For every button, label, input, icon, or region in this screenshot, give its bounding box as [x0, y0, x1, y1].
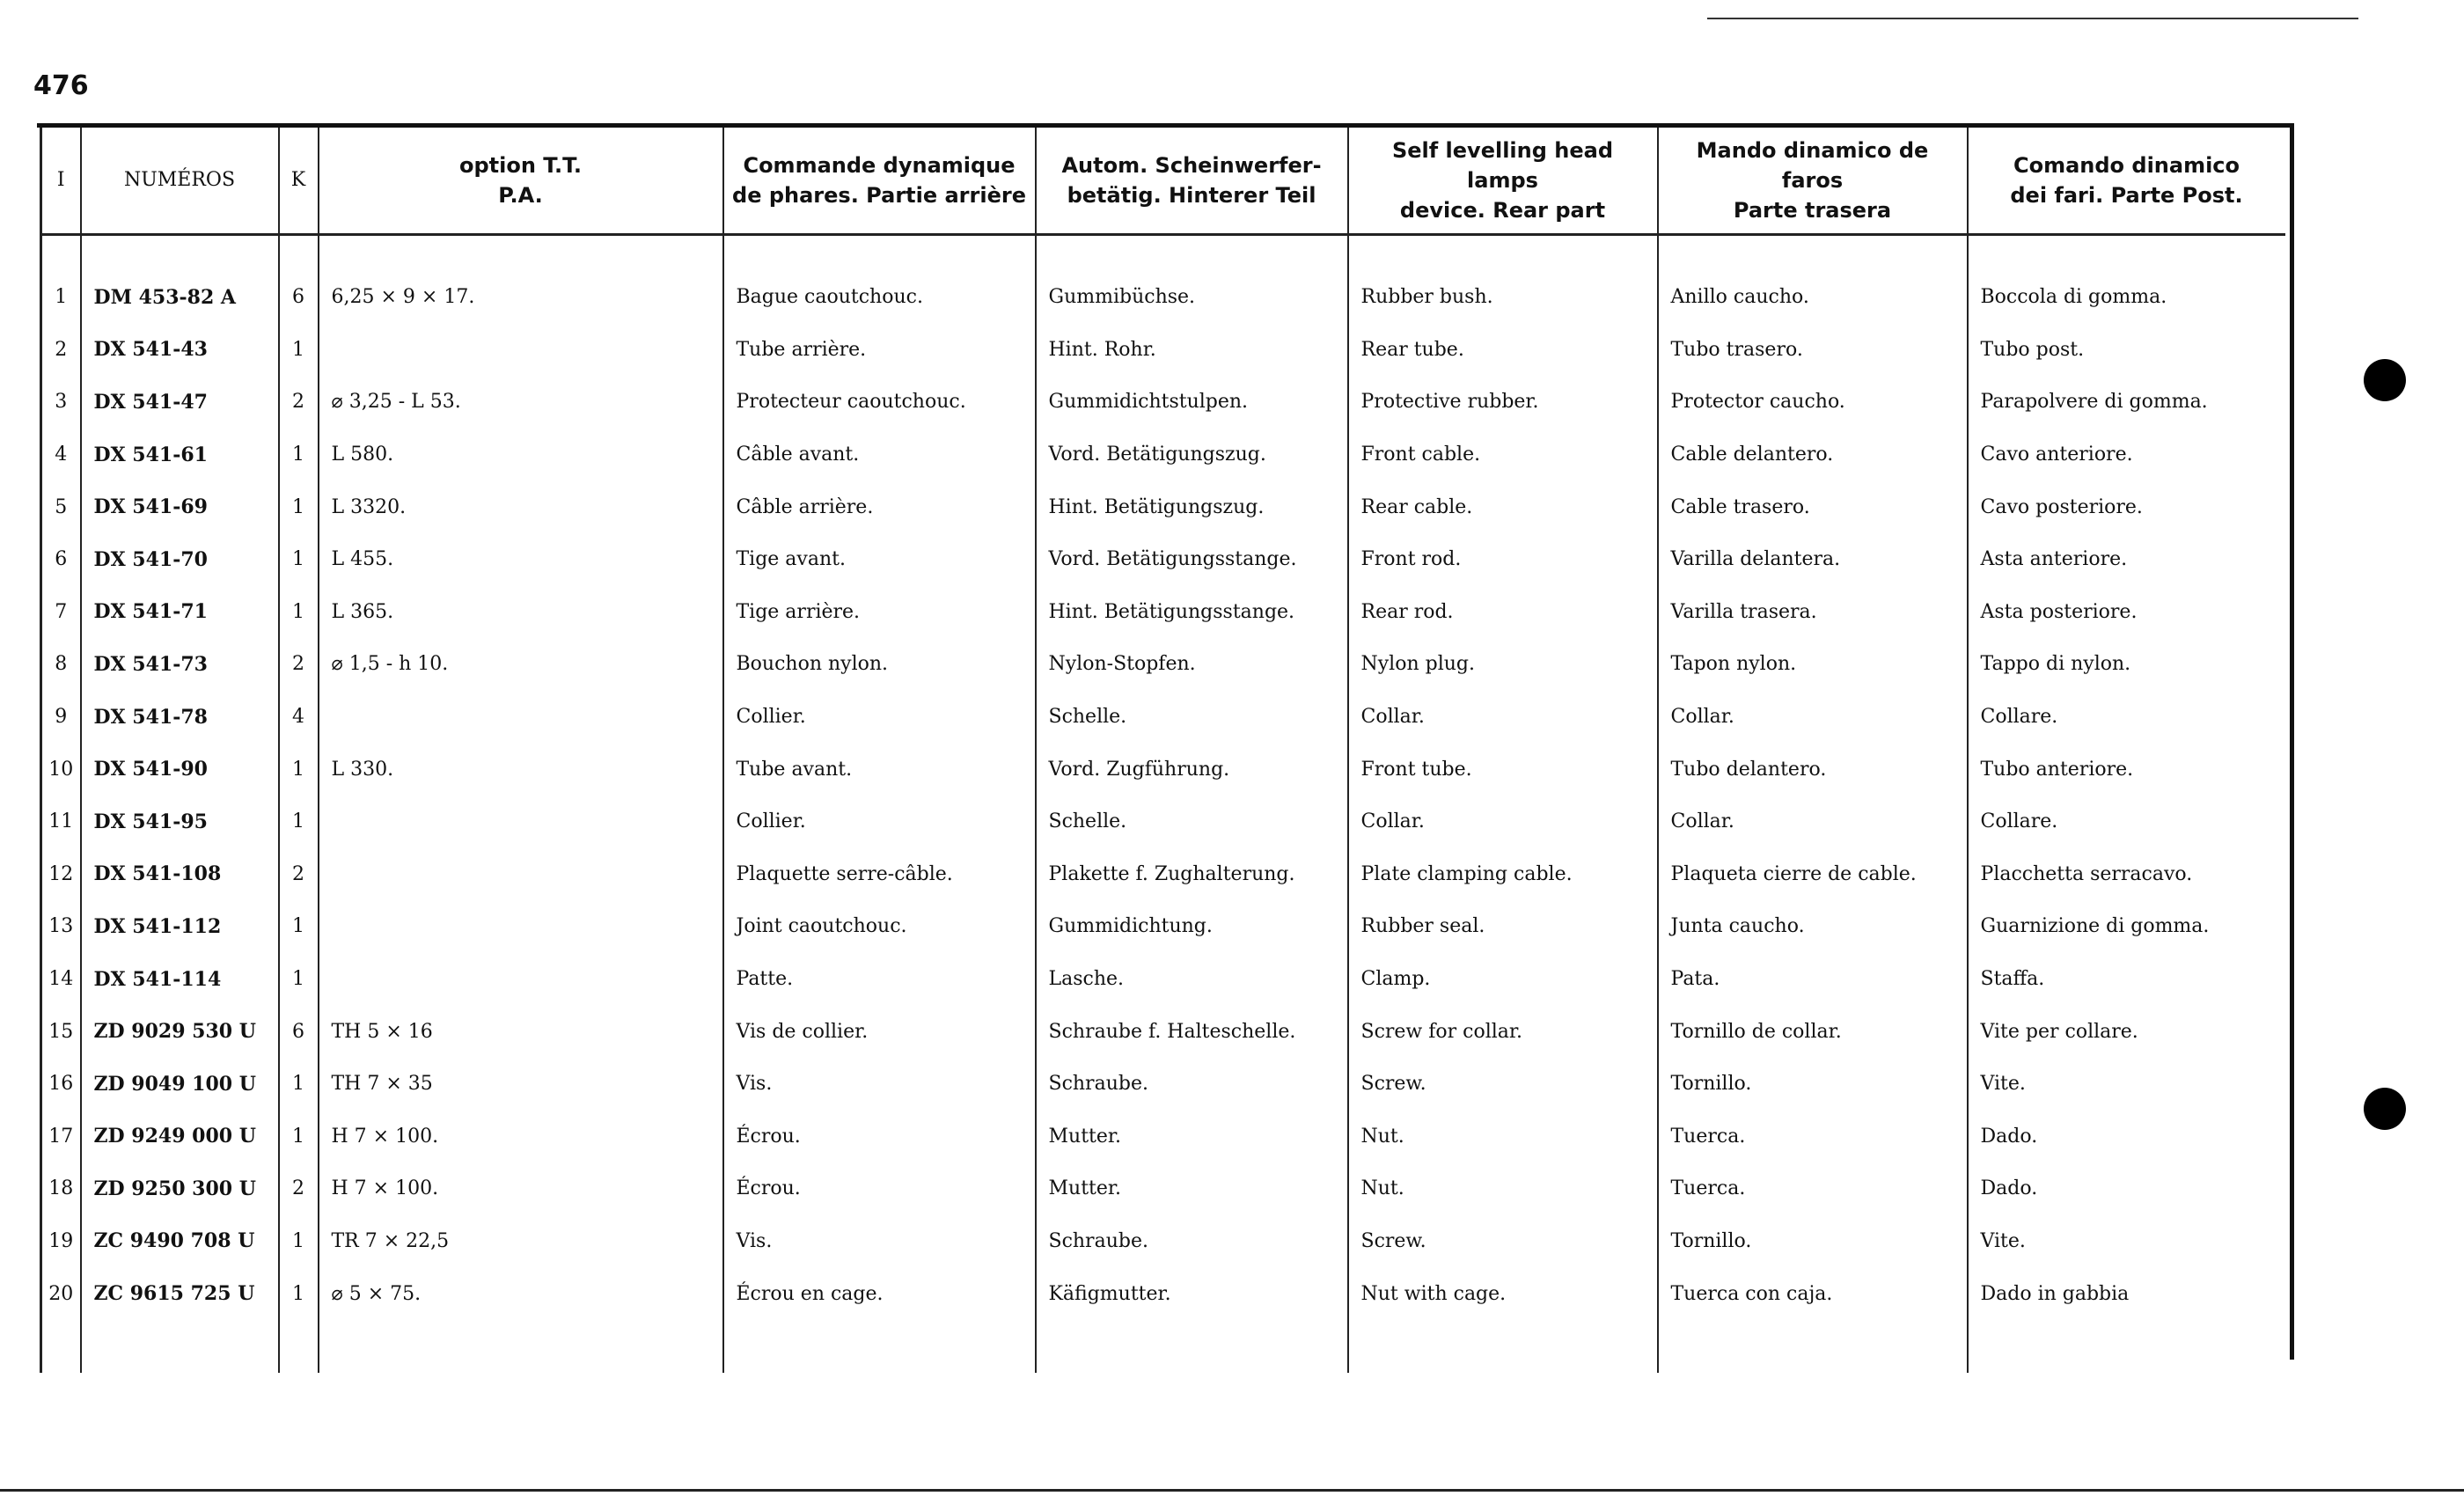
- english-description: Screw.: [1348, 1215, 1658, 1268]
- part-number: DX 541-70: [81, 533, 279, 586]
- part-number: DX 541-114: [81, 953, 279, 1006]
- part-number: DX 541-95: [81, 796, 279, 848]
- english-description: Plate clamping cable.: [1348, 848, 1658, 901]
- row-index: 18: [41, 1162, 81, 1215]
- french-description: Collier.: [723, 691, 1036, 744]
- german-description: Hint. Betätigungsstange.: [1036, 586, 1348, 639]
- quantity: 2: [279, 848, 319, 901]
- table-row: [41, 429, 2285, 481]
- french-description: Écrou.: [723, 1162, 1036, 1215]
- spanish-description: Protector caucho.: [1658, 376, 1968, 429]
- part-number: ZD 9250 300 U: [81, 1162, 279, 1215]
- spanish-description: Cable delantero.: [1658, 429, 1968, 481]
- spacer-row: [41, 235, 2285, 272]
- english-description: Rear cable.: [1348, 480, 1658, 533]
- quantity: 4: [279, 691, 319, 744]
- part-number: ZD 9029 530 U: [81, 1005, 279, 1058]
- spanish-description: Tuerca.: [1658, 1162, 1968, 1215]
- french-description: Câble avant.: [723, 429, 1036, 481]
- table-row: [41, 324, 2285, 377]
- italian-description: Tubo anteriore.: [1968, 743, 2285, 796]
- option-dimension: L 580.: [319, 429, 723, 481]
- english-description: Nut with cage.: [1348, 1267, 1658, 1320]
- row-index: 10: [41, 743, 81, 796]
- option-dimension: ⌀ 5 × 75.: [319, 1267, 723, 1320]
- table-row: [41, 533, 2285, 586]
- spanish-description: Collar.: [1658, 796, 1968, 848]
- german-description: Schraube f. Halteschelle.: [1036, 1005, 1348, 1058]
- german-description: Vord. Betätigungszug.: [1036, 429, 1348, 481]
- english-description: Rubber seal.: [1348, 900, 1658, 953]
- header-spanish-line1: Mando dinamico de faros: [1696, 138, 1929, 193]
- header-german: [1036, 128, 1348, 235]
- english-description: Nylon plug.: [1348, 638, 1658, 691]
- italian-description: Boccola di gomma.: [1968, 271, 2285, 324]
- table-row: [41, 1111, 2285, 1163]
- table-row: [41, 1215, 2285, 1268]
- header-french: [723, 128, 1036, 235]
- spanish-description: Pata.: [1658, 953, 1968, 1006]
- row-index: 11: [41, 796, 81, 848]
- french-description: Tige arrière.: [723, 586, 1036, 639]
- row-index: 12: [41, 848, 81, 901]
- french-description: Bague caoutchouc.: [723, 271, 1036, 324]
- spanish-description: Tornillo.: [1658, 1215, 1968, 1268]
- german-description: Schraube.: [1036, 1215, 1348, 1268]
- row-index: 13: [41, 900, 81, 953]
- german-description: Schraube.: [1036, 1058, 1348, 1111]
- italian-description: Vite.: [1968, 1058, 2285, 1111]
- french-description: Tube avant.: [723, 743, 1036, 796]
- italian-description: Staffa.: [1968, 953, 2285, 1006]
- row-index: 3: [41, 376, 81, 429]
- quantity: 2: [279, 638, 319, 691]
- option-dimension: [319, 324, 723, 377]
- quantity: 6: [279, 1005, 319, 1058]
- spanish-description: Anillo caucho.: [1658, 271, 1968, 324]
- italian-description: Tubo post.: [1968, 324, 2285, 377]
- table-row: [41, 376, 2285, 429]
- spanish-description: Tornillo de collar.: [1658, 1005, 1968, 1058]
- french-description: Tige avant.: [723, 533, 1036, 586]
- english-description: Screw for collar.: [1348, 1005, 1658, 1058]
- german-description: Käfigmutter.: [1036, 1267, 1348, 1320]
- italian-description: Collare.: [1968, 691, 2285, 744]
- header-spanish-line2: Parte trasera: [1733, 198, 1892, 223]
- spanish-description: Plaqueta cierre de cable.: [1658, 848, 1968, 901]
- quantity: 1: [279, 953, 319, 1006]
- table-row: [41, 638, 2285, 691]
- english-description: Clamp.: [1348, 953, 1658, 1006]
- part-number: DX 541-73: [81, 638, 279, 691]
- table-row: [41, 271, 2285, 324]
- option-dimension: ⌀ 1,5 - h 10.: [319, 638, 723, 691]
- table-row: [41, 691, 2285, 744]
- row-index: 6: [41, 533, 81, 586]
- table-row: [41, 848, 2285, 901]
- german-description: Schelle.: [1036, 796, 1348, 848]
- german-description: Vord. Betätigungsstange.: [1036, 533, 1348, 586]
- row-index: 8: [41, 638, 81, 691]
- header-french-line2: de phares. Partie arrière: [732, 183, 1026, 208]
- english-description: Protective rubber.: [1348, 376, 1658, 429]
- italian-description: Parapolvere di gomma.: [1968, 376, 2285, 429]
- quantity: 1: [279, 1215, 319, 1268]
- row-index: 19: [41, 1215, 81, 1268]
- quantity: 1: [279, 480, 319, 533]
- row-index: 4: [41, 429, 81, 481]
- german-description: Vord. Zugführung.: [1036, 743, 1348, 796]
- bottom-rule: [0, 1489, 2464, 1492]
- part-number: DX 541-78: [81, 691, 279, 744]
- row-index: 15: [41, 1005, 81, 1058]
- header-option: [319, 128, 723, 235]
- german-description: Mutter.: [1036, 1162, 1348, 1215]
- spanish-description: Varilla delantera.: [1658, 533, 1968, 586]
- header-french-line1: Commande dynamique: [743, 153, 1016, 178]
- german-description: Hint. Rohr.: [1036, 324, 1348, 377]
- table-row: [41, 1267, 2285, 1320]
- italian-description: Cavo anteriore.: [1968, 429, 2285, 481]
- option-dimension: L 330.: [319, 743, 723, 796]
- german-description: Schelle.: [1036, 691, 1348, 744]
- french-description: Vis de collier.: [723, 1005, 1036, 1058]
- option-dimension: ⌀ 3,25 - L 53.: [319, 376, 723, 429]
- option-dimension: TR 7 × 22,5: [319, 1215, 723, 1268]
- table-row: [41, 953, 2285, 1006]
- quantity: 1: [279, 533, 319, 586]
- italian-description: Asta anteriore.: [1968, 533, 2285, 586]
- option-dimension: 6,25 × 9 × 17.: [319, 271, 723, 324]
- spanish-description: Tubo delantero.: [1658, 743, 1968, 796]
- header-row: [41, 128, 2285, 235]
- header-english: [1348, 128, 1658, 235]
- part-number: DX 541-112: [81, 900, 279, 953]
- spanish-description: Collar.: [1658, 691, 1968, 744]
- table-row: [41, 1058, 2285, 1111]
- spanish-description: Tapon nylon.: [1658, 638, 1968, 691]
- french-description: Câble arrière.: [723, 480, 1036, 533]
- part-number: ZC 9490 708 U: [81, 1215, 279, 1268]
- spanish-description: Tuerca.: [1658, 1111, 1968, 1163]
- quantity: 1: [279, 1267, 319, 1320]
- option-dimension: [319, 900, 723, 953]
- option-dimension: [319, 691, 723, 744]
- header-italian-line2: dei fari. Parte Post.: [2010, 183, 2243, 208]
- english-description: Rubber bush.: [1348, 271, 1658, 324]
- row-index: 9: [41, 691, 81, 744]
- quantity: 6: [279, 271, 319, 324]
- table-row: [41, 586, 2285, 639]
- row-index: 14: [41, 953, 81, 1006]
- option-dimension: H 7 × 100.: [319, 1162, 723, 1215]
- quantity: 1: [279, 429, 319, 481]
- option-dimension: [319, 953, 723, 1006]
- option-dimension: H 7 × 100.: [319, 1111, 723, 1163]
- table-row: [41, 480, 2285, 533]
- header-k: K: [279, 128, 319, 235]
- page-number: 476: [33, 70, 89, 101]
- header-index: I: [41, 128, 81, 235]
- french-description: Écrou.: [723, 1111, 1036, 1163]
- italian-description: Vite.: [1968, 1215, 2285, 1268]
- italian-description: Dado.: [1968, 1111, 2285, 1163]
- parts-table: [40, 128, 2285, 1373]
- english-description: Rear tube.: [1348, 324, 1658, 377]
- italian-description: Placchetta serracavo.: [1968, 848, 2285, 901]
- italian-description: Dado.: [1968, 1162, 2285, 1215]
- table-row: [41, 743, 2285, 796]
- quantity: 2: [279, 376, 319, 429]
- german-description: Hint. Betätigungszug.: [1036, 480, 1348, 533]
- quantity: 1: [279, 1058, 319, 1111]
- spanish-description: Tubo trasero.: [1658, 324, 1968, 377]
- header-option-line1: option T.T.: [459, 153, 582, 178]
- german-description: Plakette f. Zughalterung.: [1036, 848, 1348, 901]
- option-dimension: L 365.: [319, 586, 723, 639]
- italian-description: Cavo posteriore.: [1968, 480, 2285, 533]
- english-description: Front rod.: [1348, 533, 1658, 586]
- top-rule: [1707, 18, 2358, 19]
- spanish-description: Cable trasero.: [1658, 480, 1968, 533]
- trailing-row: [41, 1320, 2285, 1373]
- french-description: Joint caoutchouc.: [723, 900, 1036, 953]
- binder-hole-top: [2364, 359, 2406, 401]
- italian-description: Dado in gabbia: [1968, 1267, 2285, 1320]
- header-english-line1: Self levelling head lamps: [1391, 138, 1614, 193]
- french-description: Patte.: [723, 953, 1036, 1006]
- option-dimension: [319, 796, 723, 848]
- part-number: ZD 9249 000 U: [81, 1111, 279, 1163]
- part-number: DX 541-108: [81, 848, 279, 901]
- header-numeros: NUMÉROS: [81, 128, 279, 235]
- quantity: 1: [279, 586, 319, 639]
- part-number: ZC 9615 725 U: [81, 1267, 279, 1320]
- french-description: Collier.: [723, 796, 1036, 848]
- english-description: Front tube.: [1348, 743, 1658, 796]
- french-description: Plaquette serre-câble.: [723, 848, 1036, 901]
- header-option-line2: P.A.: [498, 183, 543, 208]
- english-description: Nut.: [1348, 1162, 1658, 1215]
- option-dimension: L 455.: [319, 533, 723, 586]
- italian-description: Guarnizione di gomma.: [1968, 900, 2285, 953]
- italian-description: Vite per collare.: [1968, 1005, 2285, 1058]
- table-row: [41, 1162, 2285, 1215]
- header-german-line2: betätig. Hinterer Teil: [1067, 183, 1316, 208]
- french-description: Vis.: [723, 1058, 1036, 1111]
- row-index: 16: [41, 1058, 81, 1111]
- french-description: Écrou en cage.: [723, 1267, 1036, 1320]
- quantity: 1: [279, 900, 319, 953]
- part-number: ZD 9049 100 U: [81, 1058, 279, 1111]
- quantity: 1: [279, 324, 319, 377]
- part-number: DX 541-47: [81, 376, 279, 429]
- header-italian-line1: Comando dinamico: [2013, 153, 2240, 178]
- english-description: Rear rod.: [1348, 586, 1658, 639]
- header-spanish: [1658, 128, 1968, 235]
- part-number: DX 541-69: [81, 480, 279, 533]
- quantity: 1: [279, 796, 319, 848]
- french-description: Bouchon nylon.: [723, 638, 1036, 691]
- quantity: 2: [279, 1162, 319, 1215]
- option-dimension: TH 5 × 16: [319, 1005, 723, 1058]
- german-description: Mutter.: [1036, 1111, 1348, 1163]
- table-row: [41, 796, 2285, 848]
- french-description: Protecteur caoutchouc.: [723, 376, 1036, 429]
- french-description: Vis.: [723, 1215, 1036, 1268]
- option-dimension: TH 7 × 35: [319, 1058, 723, 1111]
- english-description: Screw.: [1348, 1058, 1658, 1111]
- part-number: DX 541-71: [81, 586, 279, 639]
- row-index: 2: [41, 324, 81, 377]
- german-description: Gummibüchse.: [1036, 271, 1348, 324]
- spanish-description: Tornillo.: [1658, 1058, 1968, 1111]
- german-description: Gummidichtung.: [1036, 900, 1348, 953]
- table-row: [41, 1005, 2285, 1058]
- english-description: Collar.: [1348, 691, 1658, 744]
- row-index: 7: [41, 586, 81, 639]
- part-number: DM 453-82 A: [81, 271, 279, 324]
- english-description: Collar.: [1348, 796, 1658, 848]
- option-dimension: [319, 848, 723, 901]
- spanish-description: Varilla trasera.: [1658, 586, 1968, 639]
- english-description: Front cable.: [1348, 429, 1658, 481]
- part-number: DX 541-43: [81, 324, 279, 377]
- table-row: [41, 900, 2285, 953]
- italian-description: Collare.: [1968, 796, 2285, 848]
- row-index: 5: [41, 480, 81, 533]
- part-number: DX 541-90: [81, 743, 279, 796]
- italian-description: Tappo di nylon.: [1968, 638, 2285, 691]
- spanish-description: Tuerca con caja.: [1658, 1267, 1968, 1320]
- row-index: 1: [41, 271, 81, 324]
- quantity: 1: [279, 1111, 319, 1163]
- header-german-line1: Autom. Scheinwerfer-: [1061, 153, 1322, 178]
- row-index: 20: [41, 1267, 81, 1320]
- english-description: Nut.: [1348, 1111, 1658, 1163]
- french-description: Tube arrière.: [723, 324, 1036, 377]
- german-description: Gummidichtstulpen.: [1036, 376, 1348, 429]
- option-dimension: L 3320.: [319, 480, 723, 533]
- spanish-description: Junta caucho.: [1658, 900, 1968, 953]
- german-description: Nylon-Stopfen.: [1036, 638, 1348, 691]
- german-description: Lasche.: [1036, 953, 1348, 1006]
- header-italian: [1968, 128, 2285, 235]
- part-number: DX 541-61: [81, 429, 279, 481]
- binder-hole-bottom: [2364, 1088, 2406, 1130]
- quantity: 1: [279, 743, 319, 796]
- row-index: 17: [41, 1111, 81, 1163]
- italian-description: Asta posteriore.: [1968, 586, 2285, 639]
- header-english-line2: device. Rear part: [1399, 198, 1606, 223]
